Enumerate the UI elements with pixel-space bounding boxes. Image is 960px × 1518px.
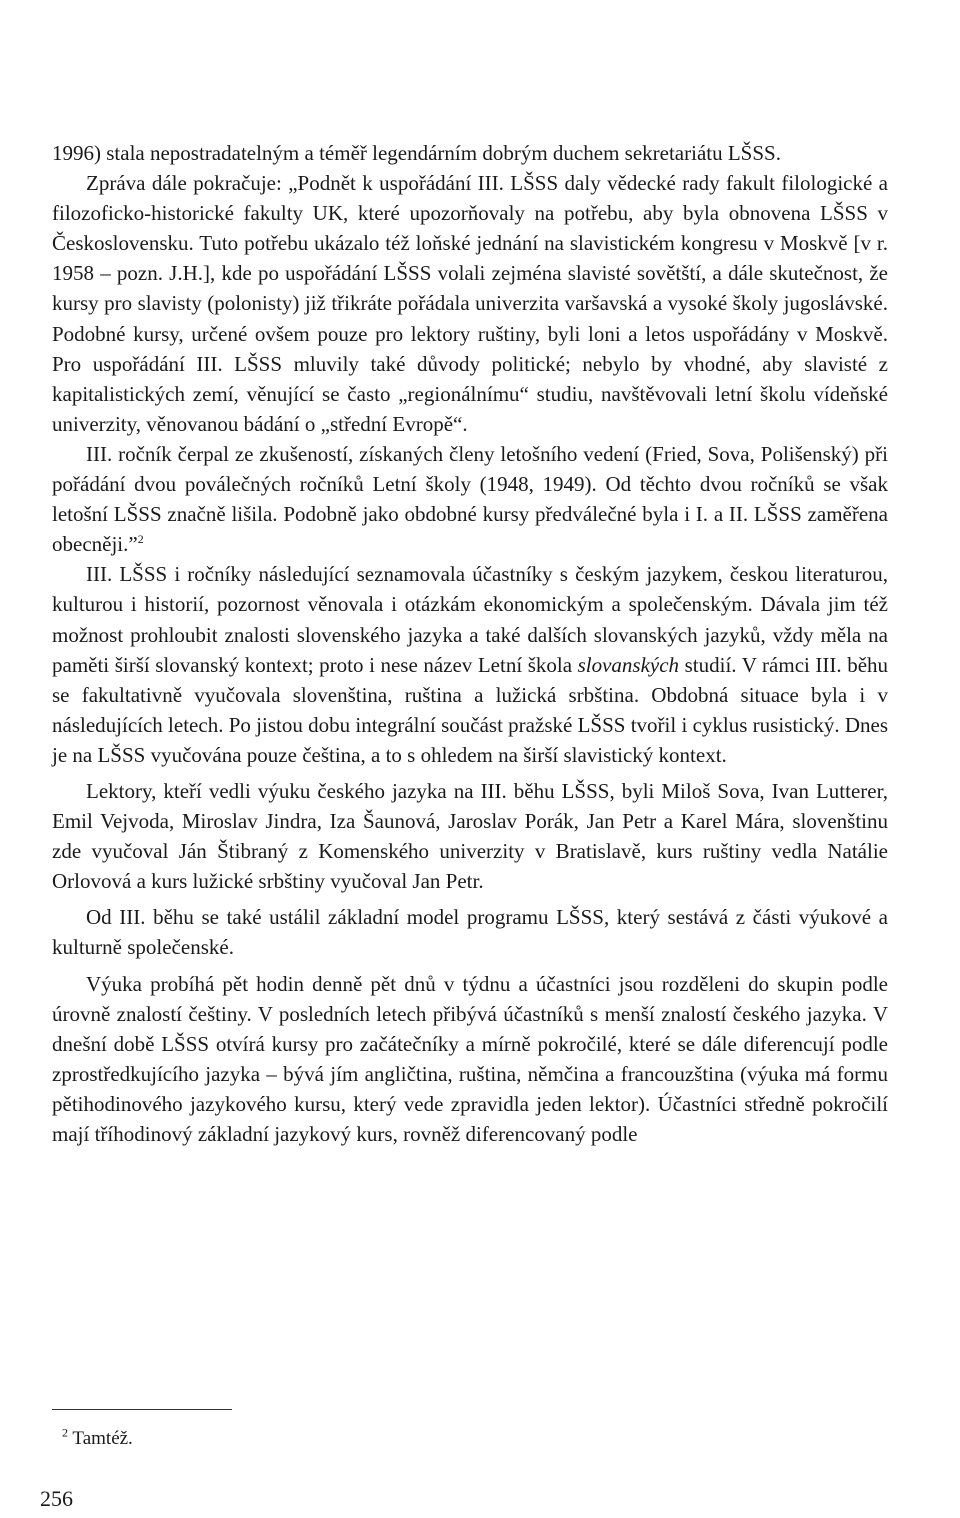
footnote-text: Tamtéž. [72,1428,133,1449]
footnote [62,1425,133,1450]
footnote-mark: 2 [62,1425,68,1440]
emphasized-word: slovanských [577,652,680,677]
paragraph: Od III. běhu se také ustálil základní model programu LŠSS, který sestává z části výukové a kulturně společenské. [52,905,888,960]
paragraph: 1996) stala nepostradatelným a téměř legendárním dobrým duchem sekretariátu LŠSS. [52,141,781,165]
paragraph: Výuka probíhá pět hodin denně pět dnů v týdnu a účastníci jsou rozděleni do skupin podle úrovně znalostí češtiny. V posledních letech přibývá účastníků s menší znalostí českého jazyka. V dnešní době LŠSS otvírá kursy pro začátečníky a mírně pokročilé, které se dále diferencují podle zprostředkujícího jazyka – bývá jím angličtina, ruština, němčina a francouzština (výuka má formu pětihodinového jazykového kursu, který vede zpravidla jeden lektor). Účastníci středně pokročilí mají tříhodinový základní jazykový kurs, rovněž diferencovaný podle [52,971,888,1146]
page-number: 256 [40,1486,73,1511]
paragraph: Lektory, kteří vedli výuku českého jazyka na III. běhu LŠSS, byli Miloš Sova, Ivan Lutterer, Emil Vejvoda, Miroslav Jindra, Iza Šaunová, Jaroslav Porák, Jan Petr a Karel Mára, slovenštinu zde vyučoval Ján Štibraný z Komenského univerzity v Bratislavě, kurs ruštiny vedla Natálie Orlovová a kurs lužické srbštiny vyučoval Jan Petr. [52,778,888,894]
paragraph: III. ročník čerpal ze zkušeností, získaných členy letošního vedení (Fried, Sova, Polišenský) při pořádání dvou poválečných ročníků Letní školy (1948, 1949). Od těchto dvou ročníků se však letošní LŠSS značně lišila. Podobně jako obdobné kursy předválečné byla i I. a II. LŠSS zaměřena obecněji.”$^2$ [52,441,888,557]
body-text [52,138,888,1149]
footnote-reference: 2 [137,532,144,547]
paragraph: III. LŠSS i ročníky následující seznamovala účastníky s českým jazykem, českou literaturou, kulturou i historií, pozornost věnovala i otázkám ekonomickým a společenským. Dávala jim též možnost prohloubit znalosti slovenského jazyka a také dalších slovanských jazyků, vždy měla na paměti širší slovanský kontext; proto i nese název Letní škola slovanských studií. V rámci III. běhu se fakultativně vyučovala slovenština, ruština a lužická srbština. Obdobná situace byla i v následujících letech. Po jistou dobu integrální součást pražské LŠSS tvořil i cyklus rusistický. Dnes je na LŠSS vyučována pouze čeština, a to s ohledem na širší slavistický kontext. [52,562,889,767]
paragraph: Zpráva dále pokračuje: „Podnět k uspořádání III. LŠSS daly vědecké rady fakult filologické a filozoficko-historické fakulty UK, které upozorňovaly na potřebu, aby byla obnovena LŠSS v Československu. Tuto potřebu ukázalo též loňské jednání na slavistickém kongresu v Moskvě [v r. 1958 – pozn. J.H.], kde po uspořádání LŠSS volali zejména slavisté sovětští, a dále skutečnost, že kursy pro slavisty (polonisty) již třikráte pořádala univerzita varšavská a vysoké školy jugoslávské. Podobné kursy, určené ovšem pouze pro lektory ruštiny, byli loni a letos uspořádány v Moskvě. Pro uspořádání III. LŠSS mluvily také důvody politické; nebylo by vhodné, aby slavisté z kapitalistických zemí, věnující se často „regionálnímu“ studiu, navštěvovali letní školu vídeňské univerzity, věnovanou bádání o „střední Evropě“. [52,171,888,436]
footnote-divider [52,1409,232,1410]
